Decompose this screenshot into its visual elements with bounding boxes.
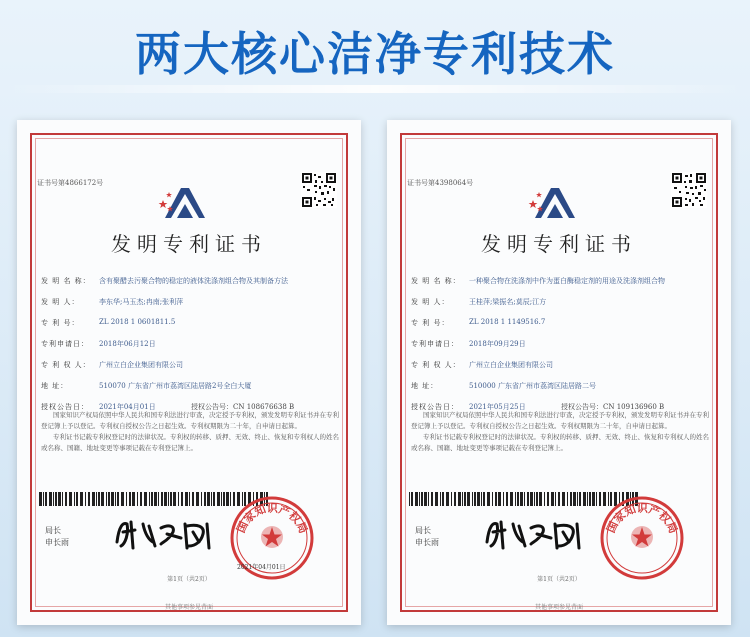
certificate-title: 发明专利证书 xyxy=(111,232,267,256)
field-invention-name: 发 明 名 称： 一种聚合物在洗涤剂中作为蛋白酶稳定剂的用途及洗涤剂组合物 xyxy=(411,277,665,285)
field-application-date: 专利申请日： 2018年06月12日 xyxy=(41,340,156,348)
qr-code xyxy=(301,172,337,208)
certificate-footer: 其他事项参见背面 xyxy=(534,604,583,611)
stamp-date: 2021年04月01日 xyxy=(237,564,286,571)
signature xyxy=(479,512,589,556)
page-number: 第1页（共2页） xyxy=(537,576,581,583)
field-grant-date: 授权公告日： 2021年05月25日 授权公告号：CN 109136960 B xyxy=(411,398,709,419)
field-patentee: 专 利 权 人： 广州立白企业集团有限公司 xyxy=(411,361,553,369)
certificate-footer: 其他事项参见背面 xyxy=(164,604,213,611)
field-inventors: 发 明 人： 王桂萍;梁振名;莫辰;江方 xyxy=(411,298,547,306)
certificate-number: 证书号第4398064号 xyxy=(407,179,474,187)
field-address: 地 址： 510000 广东省广州市荔湾区陆居路二号 xyxy=(411,382,596,390)
field-grant-number: 授权公告号：CN 108676638 B xyxy=(191,403,295,411)
patent-certificate-2 xyxy=(387,120,731,625)
signatory-label: 局长 申长雨 xyxy=(415,526,439,547)
field-grant-date: 授权公告日： 2021年04月01日 授权公告号：CN 108676638 B xyxy=(41,398,339,419)
field-address: 地 址： 510070 广东省广州市荔湾区陆居路2号全白大厦 xyxy=(41,382,252,390)
patent-office-logo xyxy=(155,178,215,230)
field-inventors: 发 明 人： 李东华;马玉杰;冉南;张利萍 xyxy=(41,298,184,306)
signatory-label: 局长 申长雨 xyxy=(45,526,69,547)
certificate-body-text: 国家知识产权局依照中华人民共和国专利法进行审查，决定授予专利权，颁发发明专利证书并在专利登记簿上予以登记。专利权自授权公告之日起生效。专利权期限为二十年，自申请日起算。 专利证书记载专利权登记时的法律状况。专利权的转移、质押、无效、终止、恢复和专利权人的姓名或名称、国籍、地址变更等事项记载在专利登记簿上。 xyxy=(41,411,339,452)
headline-underline xyxy=(0,85,750,93)
patent-office-logo xyxy=(525,178,585,230)
field-patent-number: 专 利 号： ZL 2018 1 1149516.7 xyxy=(411,318,546,327)
certificate-body-text: 国家知识产权局依照中华人民共和国专利法进行审查，决定授予专利权，颁发发明专利证书并在专利登记簿上予以登记。专利权自授权公告之日起生效。专利权期限为二十年，自申请日起算。 专利证书记载专利权登记时的法律状况。专利权的转移、质押、无效、终止、恢复和专利权人的姓名或名称、国籍、地址变更等事项记载在专利登记簿上。 xyxy=(411,411,709,452)
qr-code xyxy=(671,172,707,208)
svg-text:国家知识产权局: 国家知识产权局 xyxy=(604,501,680,536)
official-stamp xyxy=(599,495,685,581)
field-patent-number: 专 利 号： ZL 2018 1 0601811.5 xyxy=(41,318,176,327)
signature xyxy=(109,512,219,556)
patent-certificate-1 xyxy=(17,120,361,625)
page-headline: 两大核心洁净专利技术 xyxy=(135,27,615,81)
certificate-number: 证书号第4866172号 xyxy=(37,179,104,187)
field-grant-number: 授权公告号：CN 109136960 B xyxy=(561,403,665,411)
certificate-fields xyxy=(411,272,709,419)
certificate-title: 发明专利证书 xyxy=(481,232,637,256)
page-number: 第1页（共2页） xyxy=(167,576,211,583)
field-invention-name: 发 明 名 称： 含有聚醋去污聚合物的稳定的液体洗涤剂组合物及其制备方法 xyxy=(41,277,288,285)
field-application-date: 专利申请日： 2018年09月29日 xyxy=(411,340,526,348)
field-patentee: 专 利 权 人： 广州立白企业集团有限公司 xyxy=(41,361,183,369)
svg-text:国家知识产权局: 国家知识产权局 xyxy=(234,501,310,536)
certificate-fields xyxy=(41,272,339,419)
